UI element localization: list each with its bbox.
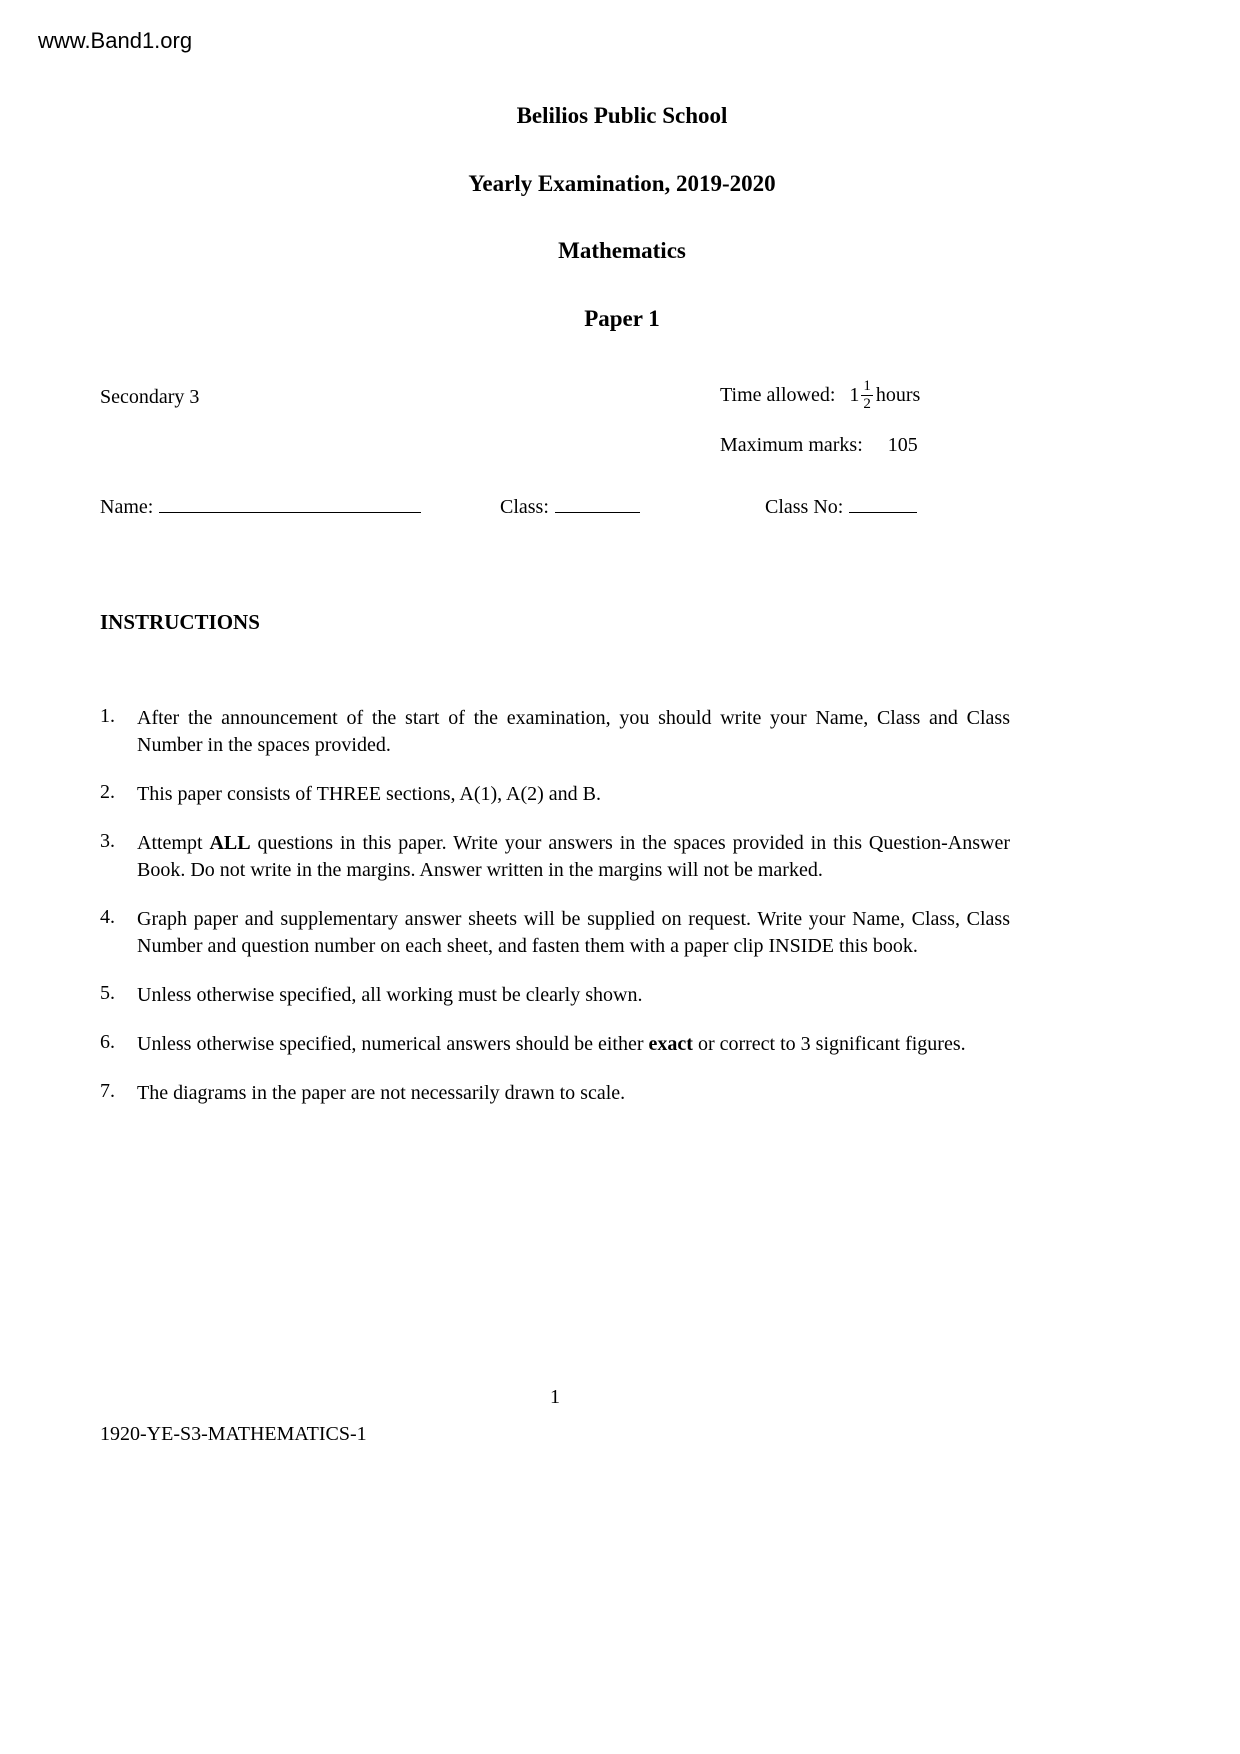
instruction-item-4 <box>100 906 1010 960</box>
max-marks-value: 105 <box>887 434 918 457</box>
instruction-number: 2. <box>100 781 115 804</box>
class-no-blank-line <box>849 492 917 513</box>
paper-title: Paper 1 <box>584 305 660 331</box>
instruction-item-5 <box>100 982 1010 1009</box>
fraction-denominator: 2 <box>863 395 871 412</box>
name-blank-line <box>159 492 421 513</box>
instruction-number: 7. <box>100 1080 115 1103</box>
exam-meta <box>100 372 1144 464</box>
instruction-item-2 <box>100 781 1010 808</box>
max-marks-label: Maximum marks: <box>720 434 863 457</box>
instruction-text <box>137 982 1010 1009</box>
page-number: 1 <box>550 1386 560 1408</box>
instructions-heading: INSTRUCTIONS <box>100 610 260 635</box>
time-unit: hours <box>875 383 921 406</box>
instruction-text-part: The diagrams in the paper are not necessarily drawn to scale. <box>137 1082 626 1105</box>
header-titles <box>100 102 1144 332</box>
class-label: Class: <box>500 496 549 519</box>
class-no-field <box>765 492 917 519</box>
instruction-item-3 <box>100 830 1010 884</box>
instruction-text <box>137 830 1010 884</box>
instruction-text <box>137 781 1010 808</box>
max-marks-line <box>720 434 920 457</box>
instruction-text-part: After the announcement of the start of the examination, you should write your Name, Class and Class Number in the spaces provided. <box>137 707 1010 757</box>
instructions-list <box>100 705 1010 1107</box>
time-allowed-line <box>720 372 920 418</box>
class-field <box>500 492 640 519</box>
fraction-numerator: 1 <box>861 378 873 396</box>
instruction-text-bold: ALL <box>209 832 251 855</box>
student-fields <box>100 492 1144 524</box>
instruction-text <box>137 1080 1010 1107</box>
time-whole-number: 1 <box>849 383 860 406</box>
time-fraction <box>861 378 873 414</box>
instruction-item-6 <box>100 1031 1010 1058</box>
school-name: Belilios Public School <box>516 103 728 128</box>
instruction-text-part: questions in this paper. Write your answers in the spaces provided in this Question-Answer Book. Do not write in the margins. Answer written in the margins will not be marked. <box>137 832 1011 882</box>
instruction-text-part: Unless otherwise specified, numerical answers should be either <box>137 1033 649 1056</box>
instruction-text-part: Graph paper and supplementary answer sheets will be supplied on request. Write your Name, Class, Class Number and question number on each sheet, and fasten them with a paper clip INSIDE this book. <box>137 908 1010 958</box>
instruction-text-part: Attempt <box>137 832 210 855</box>
class-blank-line <box>555 492 640 513</box>
instruction-text <box>137 906 1010 960</box>
instruction-number: 1. <box>100 705 115 728</box>
instruction-text-part: This paper consists of THREE sections, A(1), A(2) and B. <box>137 783 602 806</box>
footer-paper-code: 1920-YE-S3-MATHEMATICS-1 <box>100 1423 367 1445</box>
instruction-item-1 <box>100 705 1010 759</box>
instruction-text-part: Unless otherwise specified, all working must be clearly shown. <box>137 984 643 1007</box>
instruction-text-bold: exact <box>648 1033 693 1056</box>
instruction-number: 5. <box>100 982 115 1005</box>
watermark: www.Band1.org <box>38 28 193 53</box>
level-label: Secondary 3 <box>100 386 200 409</box>
instruction-number: 3. <box>100 830 115 853</box>
instruction-number: 6. <box>100 1031 115 1054</box>
name-field <box>100 492 421 519</box>
meta-right-block <box>720 372 920 457</box>
instruction-number: 4. <box>100 906 115 929</box>
class-no-label: Class No: <box>765 496 844 519</box>
instruction-text <box>137 1031 1010 1058</box>
instruction-text-part: or correct to 3 significant figures. <box>692 1033 966 1056</box>
subject-title: Mathematics <box>558 238 686 264</box>
exam-title: Yearly Examination, 2019-2020 <box>468 170 776 196</box>
name-label: Name: <box>100 496 154 519</box>
time-allowed-label: Time allowed: <box>720 383 836 406</box>
instruction-item-7 <box>100 1080 1010 1107</box>
instruction-text <box>137 705 1010 759</box>
